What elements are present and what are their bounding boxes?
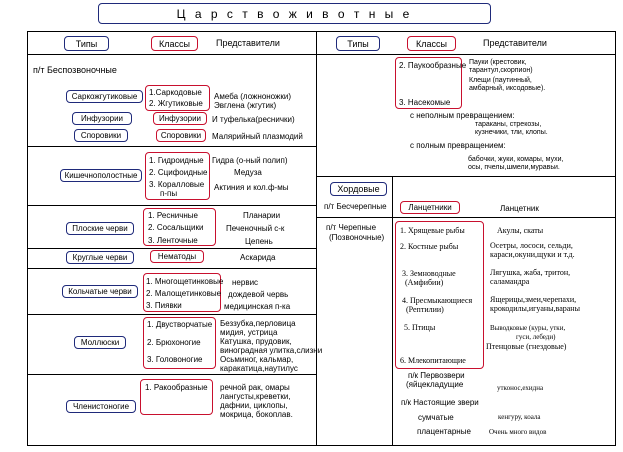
type-label: Хордовые [337, 184, 380, 194]
rep-sharks: Акулы, скаты [497, 226, 544, 235]
page-title: Ц а р с т в о ж и в о т н ы е [176, 6, 413, 21]
left-types-header [64, 36, 109, 51]
class-polychaeta: 1. Многощетинковые [146, 277, 224, 286]
class-ciliates [153, 112, 207, 125]
rep-amphibians-2: саламандра [490, 277, 530, 286]
class-gastropoda: 2. Брюхоногие [147, 338, 201, 347]
right-reps-header: Представители [483, 38, 547, 48]
class-label: Инфузории [158, 114, 202, 123]
class-mammalia: 6. Млекопитающие [400, 356, 466, 365]
class-label: Споровики [160, 131, 202, 140]
class-chondrichthyes: 1. Хрящевые рыбы [400, 226, 465, 235]
class-hydrozoa: 1. Гидроидные [149, 156, 204, 165]
type-label: Кишечнополостные [64, 171, 138, 180]
type-sarcomastigophora [66, 90, 143, 103]
infraclass-marsupials: сумчатые [418, 413, 454, 422]
rep-euglena: Эвглена (жгутик) [214, 101, 277, 110]
rep-amphibians-1: Лягушка, жаба, тритон, [490, 268, 571, 277]
rep-reptiles-2: крокодилы,игуаны,вараны [490, 304, 580, 313]
rep-amoeba: Амеба (ложноножки) [214, 92, 292, 101]
type-label: Споровики [80, 131, 122, 140]
rep-snails: виноградная улитка,слизни [220, 346, 323, 355]
class-nematoda [150, 250, 204, 263]
class-flagellates: 2. Жгутиковые [149, 99, 203, 108]
rep-liver-fluke: Печеночный с-к [226, 224, 285, 233]
rep-hydra: Гидра (о-ный полип) [212, 156, 288, 165]
type-sporozoa [74, 129, 128, 142]
rep-bony-fish-1: Осетры, лососи, сельди, [490, 241, 573, 250]
subtype-craniata: п/т Черепные [326, 223, 377, 232]
rep-birds-3: Птенцовые (гнездовые) [486, 342, 567, 351]
rep-lancelet: Ланцетник [500, 204, 539, 213]
rep-incomplete-1: тараканы, стрекозы, [475, 121, 542, 128]
rep-planorbis: Катушка, прудовик, [220, 337, 292, 346]
class-amphibia: 3. Земноводные [402, 269, 456, 278]
class-anthozoa: 3. Коралловые [149, 180, 205, 189]
type-mollusks [74, 336, 126, 349]
rep-bony-fish-2: караси,окуни,щуки и т.д. [490, 250, 575, 259]
rep-planaria: Планарии [243, 211, 281, 220]
rep-octopus: Осьминог, кальмар, [220, 355, 294, 364]
class-turbellaria: 1. Ресничные [148, 211, 198, 220]
type-ciliates [72, 112, 132, 125]
rep-reptiles-1: Ящерицы,змеи,черепахи, [490, 295, 577, 304]
row-divider [27, 268, 316, 269]
row-divider [27, 205, 316, 206]
column-divider [316, 31, 317, 446]
class-reptilia-alt: (Рептилии) [406, 305, 444, 314]
class-sarcodina: 1.Саркодовые [149, 88, 202, 97]
row-divider [316, 176, 616, 177]
subtype-vertebrata: (Позвоночные) [329, 233, 385, 242]
rep-actinia: Актиния и кол.ф-мы [214, 183, 289, 192]
class-amphibia-alt: (Амфибии) [405, 278, 444, 287]
rep-birds-2: гуси, лебеди) [516, 333, 556, 341]
rep-spiders-2: тарантул,скорпион) [469, 67, 533, 74]
rep-many-species: Очень много видов [489, 428, 547, 436]
rep-anodonta: Беззубка,перловица [220, 319, 296, 328]
class-label: Нематоды [157, 252, 197, 261]
class-anthozoa-suffix: п-пы [160, 189, 178, 198]
class-lancelets [400, 201, 460, 214]
rep-crayfish: речной рак, омары [220, 383, 290, 392]
row-divider [27, 248, 316, 249]
rep-nereis: нервис [232, 278, 259, 287]
rep-lobster: лангусты,креветки, [220, 392, 291, 401]
type-label: Саркожгутиковые [71, 92, 138, 101]
type-label: Круглые черви [72, 253, 128, 262]
right-classes-header [407, 36, 456, 51]
subkingdom-invertebrates: п/т Беспозвоночные [33, 65, 117, 75]
rep-earthworm: дождевой червь [228, 290, 289, 299]
row-divider [27, 314, 316, 315]
type-roundworms [66, 251, 134, 264]
subclass-prototheria-note: (яйцекладущие [406, 380, 464, 389]
type-label: Кольчатые черви [68, 287, 132, 296]
rep-mites-1: Клещи (паутинный, [469, 77, 532, 84]
type-arthropods [66, 400, 136, 413]
right-types-header [336, 36, 380, 51]
rep-mussel: мидия, устрица [220, 328, 278, 337]
row-divider [316, 217, 616, 218]
rep-woodlouse: мокрица, бокоплав. [220, 410, 293, 419]
type-label: Плоские черви [72, 224, 128, 233]
left-classes-label: Классы [159, 38, 190, 49]
class-bivalvia: 1. Двустворчатые [147, 320, 213, 329]
header-divider [27, 54, 616, 55]
class-sporozoa [156, 129, 206, 142]
rep-ascaris: Аскарида [240, 253, 276, 262]
class-cephalopoda: 3. Головоногие [147, 355, 203, 364]
class-hirudinea: 3. Пиявки [146, 301, 182, 310]
incomplete-metamorphosis-label: с неполным превращением: [410, 111, 515, 120]
class-reptilia: 4. Пресмыкающиеся [402, 296, 473, 305]
rep-cuttlefish: каракатица,наутилус [220, 364, 298, 373]
rep-birds-1: Выводковые (куры, утки, [490, 324, 566, 332]
rep-daphnia: дафнии, циклопы, [220, 401, 288, 410]
rep-complete-1: бабочки, жуки, комары, мухи, [468, 156, 564, 163]
infraclass-placentals: плацентарные [417, 427, 471, 436]
right-types-label: Типы [347, 38, 369, 49]
rep-incomplete-2: кузнечики, тли, клопы. [475, 129, 548, 136]
left-types-label: Типы [75, 38, 98, 49]
rep-mites-2: амбарный, иксодовые). [469, 85, 546, 92]
type-label: Моллюски [80, 338, 120, 347]
class-aves: 5. Птицы [404, 323, 436, 332]
class-oligochaeta: 2. Малощетинковые [146, 289, 222, 298]
class-cestoda: 3. Ленточные [148, 236, 198, 245]
title-box [98, 3, 491, 24]
rep-leech: медицинская п-ка [224, 302, 291, 311]
class-insecta: 3. Насекомые [399, 98, 451, 107]
class-arachnida: 2. Паукообразные [399, 61, 467, 70]
subclass-prototheria: п/к Первозвери [408, 371, 465, 380]
rep-tapeworm: Цепень [245, 237, 273, 246]
type-flatworms [66, 222, 134, 235]
type-annelids [62, 285, 138, 298]
type-label: Инфузории [80, 114, 124, 123]
subclass-theria: п/к Настоящие звери [401, 398, 479, 407]
class-label: Ланцетники [408, 203, 452, 212]
left-classes-header [151, 36, 198, 51]
right-classes-label: Классы [416, 38, 447, 49]
subtype-acrania: п/т Бесчерепные [324, 202, 387, 211]
rep-paramecium: И туфелька(реснички) [212, 115, 295, 124]
type-cnidaria [60, 169, 142, 182]
row-divider [27, 374, 316, 375]
rep-kangaroo: кенгуру, коала [498, 413, 541, 421]
rep-spiders-1: Пауки (крестовик, [469, 59, 527, 66]
row-divider [27, 146, 316, 147]
rep-plasmodium: Малярийный плазмодий [212, 132, 303, 141]
rep-complete-2: осы, пчелы,шмели,муравьи. [468, 164, 560, 171]
class-osteichthyes: 2. Костные рыбы [400, 242, 459, 251]
left-reps-header: Представители [216, 38, 280, 48]
rep-jellyfish: Медуза [234, 168, 262, 177]
rep-platypus: утконос,ехидна [497, 384, 544, 392]
type-label: Членистоногие [72, 402, 130, 411]
class-crustacea: 1. Ракообразные [145, 383, 208, 392]
class-trematoda: 2. Сосальщики [148, 223, 204, 232]
class-scyphozoa: 2. Сцифоидные [149, 168, 208, 177]
complete-metamorphosis-label: с полным превращением: [410, 141, 506, 150]
type-chordates [330, 182, 387, 196]
